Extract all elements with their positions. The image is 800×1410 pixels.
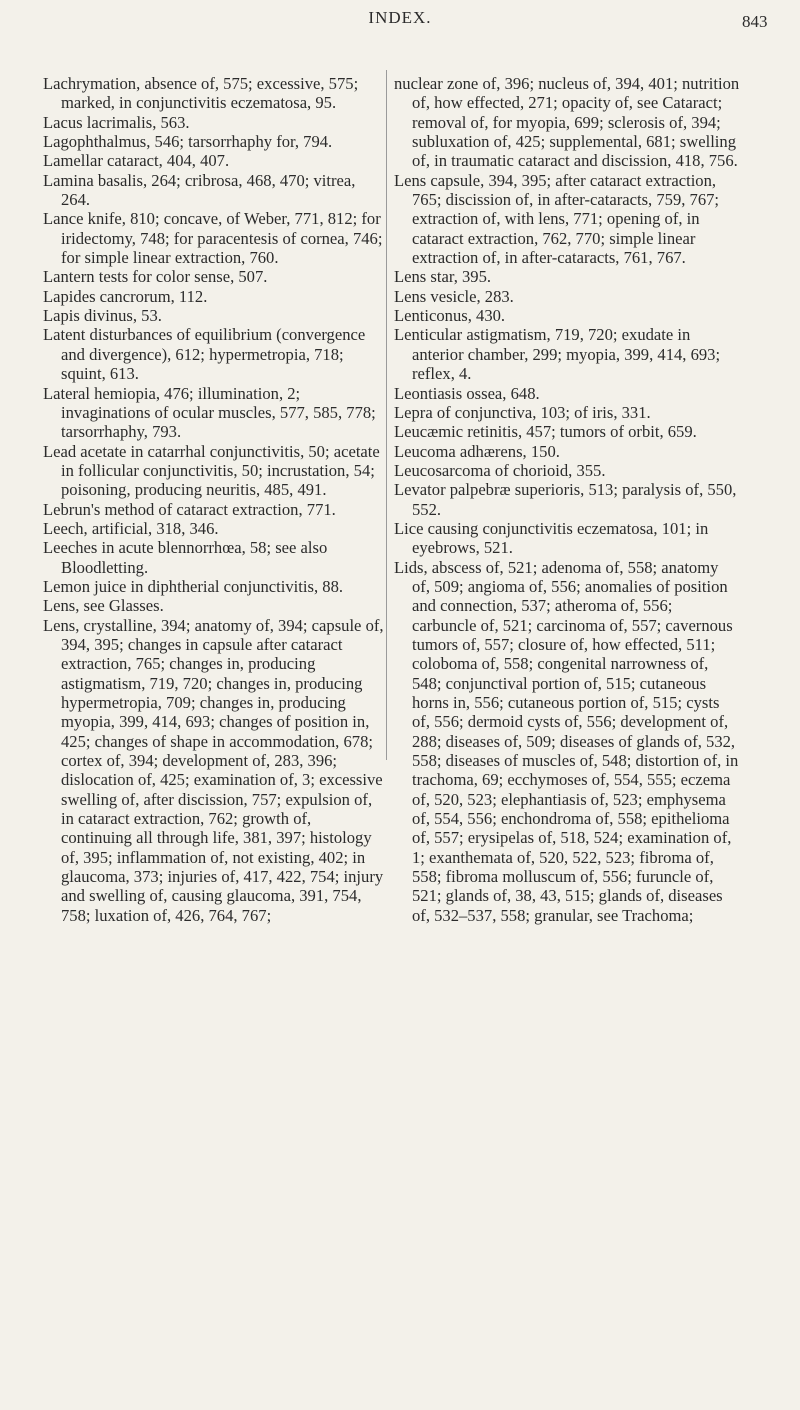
index-entry: Lenticular astigmatism, 719, 720; exudate in anterior chamber, 299; myopia, 399, 414, 693; reflex, 4.	[394, 325, 721, 384]
running-header-title: INDEX.	[368, 8, 432, 27]
index-entry: Lance knife, 810; concave, of Weber, 771, 812; for iridectomy, 748; for paracentesis of cornea, 746; for simple linear extraction, 760.	[43, 209, 383, 268]
index-entry: Lapis divinus, 53.	[43, 306, 162, 326]
index-entry: Lids, abscess of, 521; adenoma of, 558; anatomy of, 509; angioma of, 556; anomalies of position and connection, 537; atheroma of, 556; carbuncle of, 521; carcinoma of, 557; cavernous tumors of, 557; closure of, how effected, 511; coloboma of, 558; congenital narrowness of, 548; conjunctival portion of, 515; cutaneous horns in, 556; cutaneous portion of, 515; cysts of, 556; dermoid cysts of, 556; development of, 288; diseases of, 509; diseases of glands of, 532, 558; diseases of muscles of, 548; distortion of, in trachoma, 69; ecchymoses of, 554, 555; eczema of, 520, 523; elephantiasis of, 523; emphysema of, 554, 556; enchondroma of, 558; epithelioma of, 557; erysipelas of, 518, 524; examination of, 1; exanthemata of, 520, 522, 523; fibroma of, 558; fibroma molluscum of, 556; furuncle of, 521; glands of, 38, 43, 515; glands of, diseases of, 532–537, 558; granular, see Trachoma;	[394, 557, 739, 925]
column-divider	[386, 70, 387, 760]
index-entry: Lachrymation, absence of, 575; excessive, 575; marked, in conjunctivitis eczematosa, 95.	[43, 74, 359, 113]
index-entry: Leucæmic retinitis, 457; tumors of orbit, 659.	[394, 422, 697, 442]
index-entry: Lenticonus, 430.	[394, 306, 506, 326]
index-entry: Levator palpebræ superioris, 513; paralysis of, 550, 552.	[394, 480, 737, 519]
right-index-column	[394, 74, 740, 925]
index-entry: Leeches in acute blennorrhœa, 58; see also Bloodletting.	[43, 538, 328, 577]
index-entry: Leucoma adhærens, 150.	[394, 441, 560, 461]
index-entry: Lead acetate in catarrhal conjunctivitis, 50; acetate in follicular conjunctivitis, 50; incrustation, 54; poisoning, producing neuritis, 485, 491.	[43, 441, 380, 500]
index-entry: Latent disturbances of equilibrium (convergence and divergence), 612; hypermetropia, 718; squint, 613.	[43, 325, 366, 384]
index-entry: Leech, artificial, 318, 346.	[43, 518, 219, 538]
index-entry: Lepra of conjunctiva, 103; of iris, 331.	[394, 402, 651, 422]
index-entry: Lateral hemiopia, 476; illumination, 2; invaginations of ocular muscles, 577, 585, 778; tarsorrhaphy, 793.	[43, 383, 376, 442]
index-entry: Lagophthalmus, 546; tarsorrhaphy for, 794.	[43, 132, 333, 152]
index-entry: Lamina basalis, 264; cribrosa, 468, 470; vitrea, 264.	[43, 170, 356, 210]
index-entry: Leucosarcoma of chorioid, 355.	[394, 460, 606, 480]
index-entry: nuclear zone of, 396; nucleus of, 394, 401; nutrition of, how effected, 271; opacity of, see Cataract; removal of, for myopia, 699; sclerosis of, 394; subluxation of, 425; supplemental, 681; swelling of, in traumatic cataract and discission, 418, 756.	[394, 74, 740, 171]
index-entry: Lice causing conjunctivitis eczematosa, 101; in eyebrows, 521.	[394, 518, 709, 558]
index-entry: Lens vesicle, 283.	[394, 286, 514, 306]
index-entry: Lebrun's method of cataract extraction, 771.	[43, 499, 336, 519]
page-number: 843	[742, 12, 768, 31]
index-entry: Lamellar cataract, 404, 407.	[43, 151, 230, 171]
index-entry: Leontiasis ossea, 648.	[394, 383, 540, 403]
index-entry: Lantern tests for color sense, 507.	[43, 267, 268, 287]
index-entry: Lens star, 395.	[394, 267, 492, 287]
index-entry: Lapides cancrorum, 112.	[43, 286, 208, 306]
index-entry: Lens capsule, 394, 395; after cataract extraction, 765; discission of, in after-cataracts, 759, 767; extraction of, with lens, 771; opening of, in cataract extraction, 762, 770; simple linear extraction of, in after-cataracts, 761, 767.	[394, 170, 720, 268]
index-entry: Lens, see Glasses.	[43, 596, 164, 616]
index-entry: Lacus lacrimalis, 563.	[43, 112, 190, 132]
left-index-column	[43, 74, 385, 925]
index-entry: Lens, crystalline, 394; anatomy of, 394; capsule of, 394, 395; changes in capsule after cataract extraction, 765; changes in, producing astigmatism, 719, 720; changes in, producing hypermetropia, 709; changes in, producing myopia, 399, 414, 693; changes of position in, 425; changes of shape in accommodation, 678; cortex of, 394; development of, 283, 396; dislocation of, 425; examination of, 3; excessive swelling of, after discission, 757; expulsion of, in cataract extraction, 762; growth of, continuing all through life, 381, 397; histology of, 395; inflammation of, not existing, 402; in glaucoma, 373; injuries of, 417, 422, 754; injury and swelling of, causing glaucoma, 391, 754, 758; luxation of, 426, 764, 767;	[43, 615, 384, 925]
index-entry: Lemon juice in diphtherial conjunctivitis, 88.	[43, 576, 344, 596]
